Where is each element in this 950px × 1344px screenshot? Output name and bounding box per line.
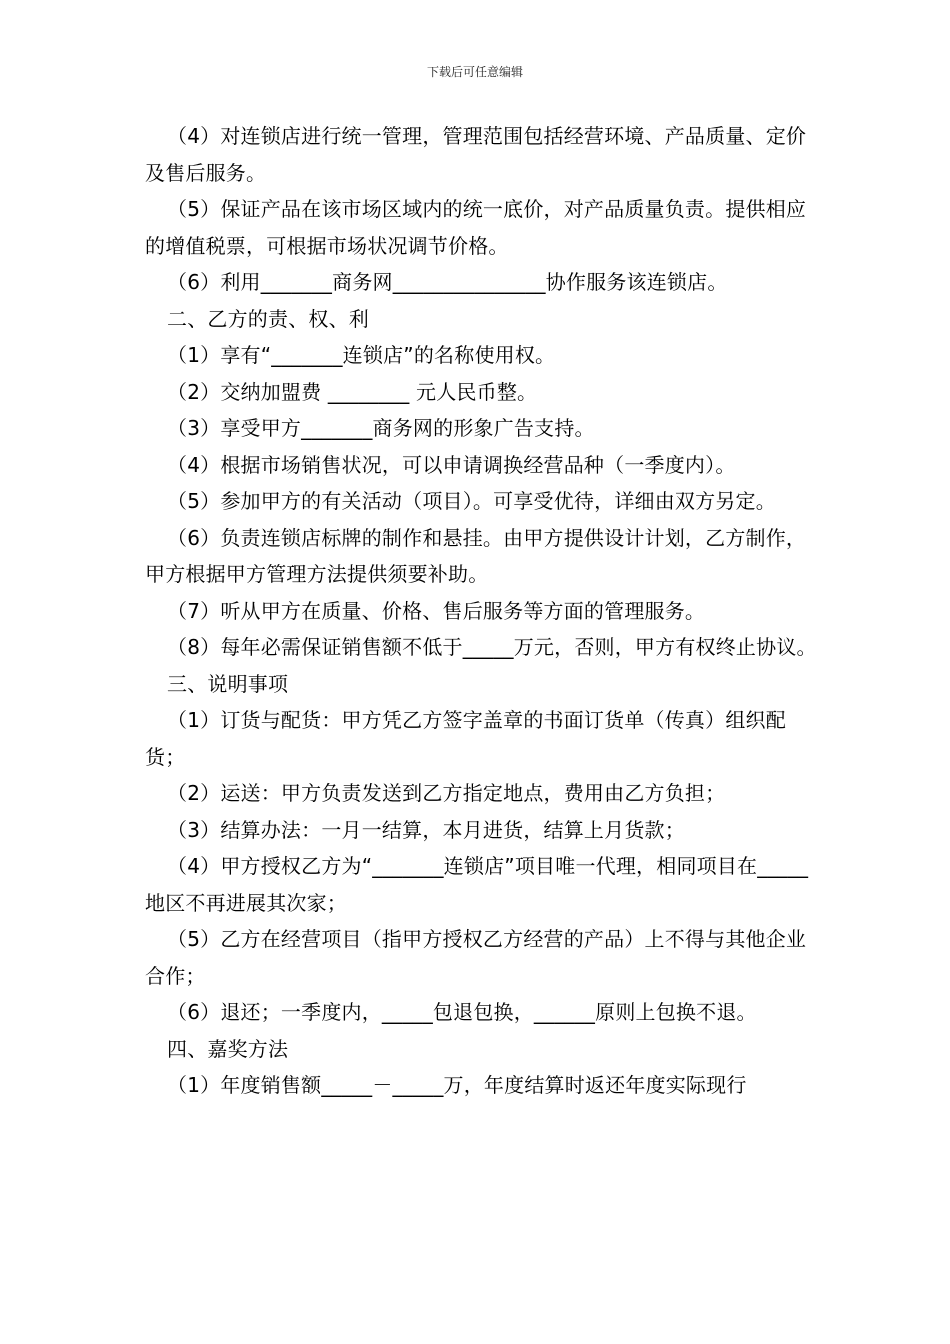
paragraph-d1: （1）年度销售额_____－_____万，年度结算时返还年度实际现行 [167, 1073, 747, 1097]
paragraph-c6: （6）退还；一季度内，_____包退包换，______原则上包换不退。 [167, 1000, 757, 1024]
paragraph-b7: （7）听从甲方在质量、价格、售后服务等方面的管理服务。 [167, 598, 706, 623]
page-header: 下载后可任意编辑 [426, 65, 523, 79]
paragraph-b8: （8）每年必需保证销售额不低于_____万元，否则，甲方有权终止协议。 [167, 635, 817, 659]
paragraph-c5: （5）乙方在经营项目（指甲方授权乙方经营的产品）上不得与其他企业合作； [145, 927, 807, 988]
paragraph-c2: （2）运送：甲方负责发送到乙方指定地点，费用由乙方负担； [167, 781, 726, 805]
paragraph-a6: （6）利用_______商务网_______________协作服务该连锁店。 [167, 270, 728, 294]
section-heading-2: 二、乙方的责、权、利 [167, 306, 369, 331]
paragraph-c4: （4）甲方授权乙方为“_______连锁店”项目唯一代理，相同项目在_____地区不再进展其次家； [145, 854, 809, 915]
paragraph-c1: （1）订货与配货：甲方凭乙方签字盖章的书面订货单（传真）组织配货； [145, 708, 786, 769]
section-heading-4: 四、嘉奖方法 [167, 1036, 289, 1061]
paragraph-b6: （6）负责连锁店标牌的制作和悬挂。由甲方提供设计计划，乙方制作，甲方根据甲方管理方法提供须要补助。 [145, 525, 807, 586]
paragraph-b4: （4）根据市场销售状况，可以申请调换经营品种（一季度内）。 [167, 452, 736, 477]
section-heading-3: 三、说明事项 [167, 671, 289, 696]
document-body [145, 118, 825, 1104]
paragraph-b5: （5）参加甲方的有关活动（项目）。可享受优待，详细由双方另定。 [167, 489, 776, 513]
paragraph-c3: （3）结算办法：一月一结算，本月进货，结算上月货款； [167, 817, 685, 842]
paragraph-a4: （4）对连锁店进行统一管理，管理范围包括经营环境、产品质量、定价及售后服务。 [145, 124, 807, 185]
paragraph-a5: （5）保证产品在该市场区域内的统一底价，对产品质量负责。提供相应的增值税票，可根据市场状况调节价格。 [145, 197, 807, 258]
paragraph-b2: （2）交纳加盟费 ________ 元人民币整。 [167, 379, 538, 404]
paragraph-b3: （3）享受甲方_______商务网的形象广告支持。 [167, 416, 595, 440]
paragraph-b1: （1）享有“_______连锁店”的名称使用权。 [167, 343, 556, 367]
